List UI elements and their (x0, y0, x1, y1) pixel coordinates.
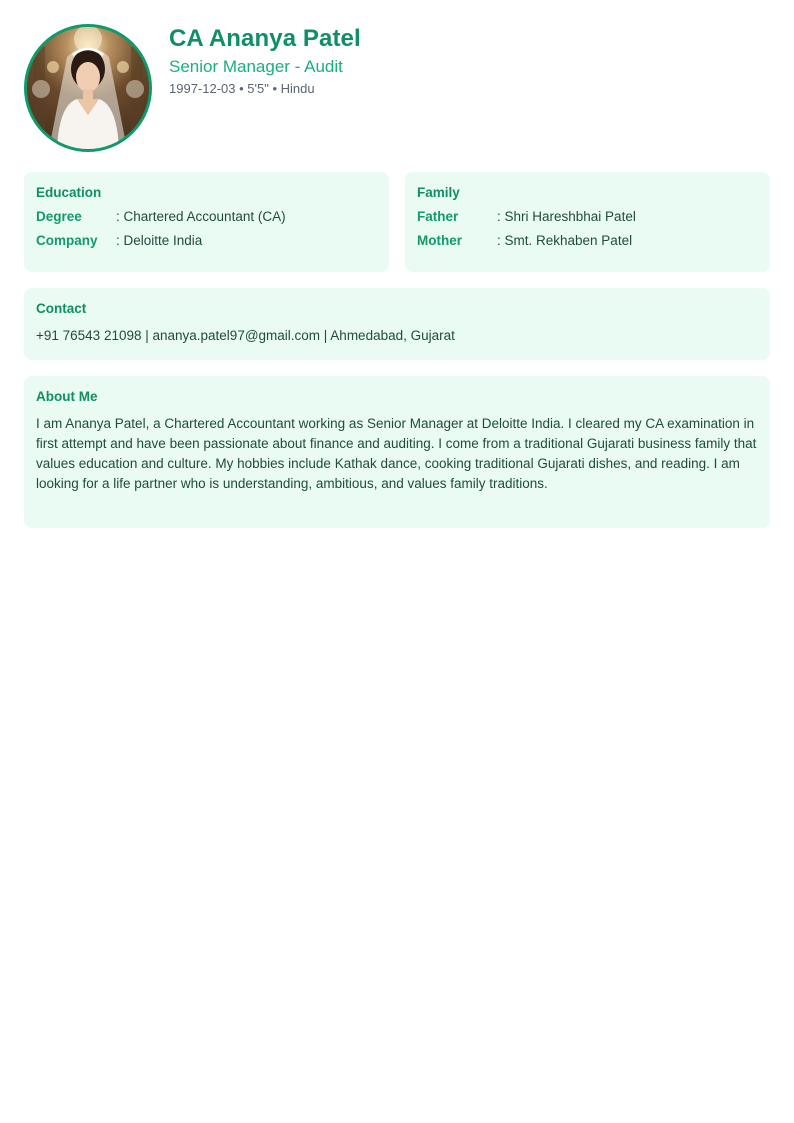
family-row-mother (417, 232, 758, 250)
degree-value: : Chartered Accountant (CA) (116, 209, 286, 224)
education-row-company (36, 232, 377, 250)
education-row-degree (36, 208, 377, 226)
mother-label: Mother (417, 233, 462, 248)
bride-photo-illustration (27, 27, 149, 149)
about-heading: About Me (36, 389, 98, 404)
mother-value: : Smt. Rekhaben Patel (497, 233, 633, 248)
contact-details: +91 76543 21098 | ananya.patel97@gmail.com | Ahmedabad, Gujarat (36, 328, 455, 343)
contact-card (24, 288, 770, 360)
education-card (24, 172, 389, 272)
father-label: Father (417, 209, 459, 224)
education-heading: Education (36, 185, 102, 200)
profile-title: Senior Manager - Audit (169, 57, 343, 76)
profile-header (24, 24, 361, 152)
degree-label: Degree (36, 209, 82, 224)
about-card (24, 376, 770, 528)
company-label: Company (36, 233, 98, 248)
about-text: I am Ananya Patel, a Chartered Accountant working as Senior Manager at Deloitte India. I cleared my CA examination in first attempt and have been passionate about finance and auditing. I come from a traditional Gujarati business family that values education and culture. My hobbies include Kathak dance, cooking traditional Gujarati dishes, and reading. I am looking for a life partner who is understanding, ambitious, and values family traditions. (36, 416, 757, 491)
family-heading: Family (417, 185, 460, 200)
profile-photo (24, 24, 152, 152)
profile-meta: 1997-12-03 • 5'5" • Hindu (169, 81, 315, 96)
profile-name: CA Ananya Patel (169, 25, 361, 52)
company-value: : Deloitte India (116, 233, 203, 248)
father-value: : Shri Hareshbhai Patel (497, 209, 636, 224)
family-row-father (417, 208, 758, 226)
contact-heading: Contact (36, 301, 87, 316)
family-card (405, 172, 770, 272)
